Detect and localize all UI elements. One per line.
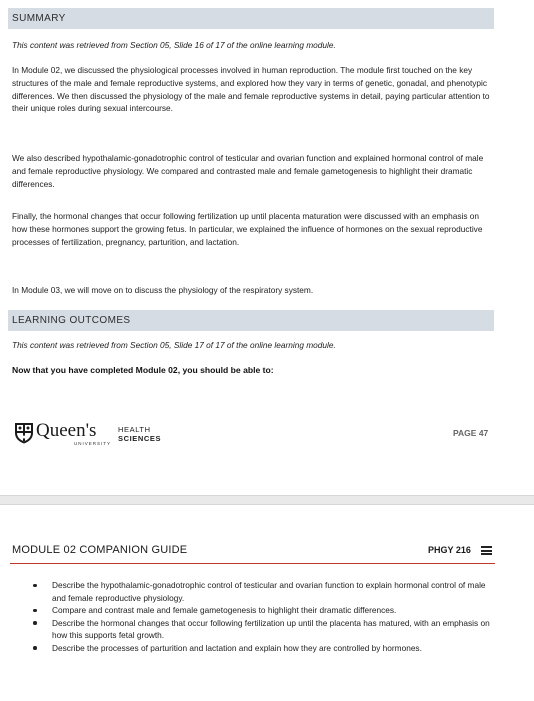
header-rule — [10, 563, 495, 564]
learning-outcomes-list — [28, 579, 490, 655]
logo-university: UNIVERSITY — [74, 441, 112, 446]
course-code: PHGY 216 — [428, 545, 471, 555]
list-item: Describe the hormonal changes that occur following fertilization up until the placenta has matured, with an emphasis on how this supports fetal growth. — [28, 617, 490, 642]
summary-paragraph-1: In Module 02, we discussed the physiological processes involved in human reproduction. The module first touched on the key structures of the male and female reproductive systems, and explored how they vary in terms of genetic, gonadal, and phenotypic differences. We then discussed the physiology of the male and female reproductive systems in detail, paying particular attention to their unique roles during sexual intercourse. — [12, 65, 490, 114]
hamburger-menu-icon[interactable] — [481, 546, 492, 555]
page-number: PAGE 47 — [453, 428, 489, 438]
logo-sciences: SCIENCES — [118, 433, 162, 443]
summary-heading: SUMMARY — [8, 8, 494, 29]
logo-health-sciences — [118, 426, 161, 443]
summary-paragraph-2: We also described hypothalamic-gonadotrophic control of testicular and ovarian function and explained hormonal control of male and female reproductive physiology. We compared and contrasted male and female gametogenesis to highlight their dramatic differences. — [12, 153, 484, 189]
page-48 — [0, 505, 534, 701]
page-separator — [0, 495, 534, 505]
logo-wordmark: Queen's — [36, 420, 97, 441]
learning-outcomes-heading: LEARNING OUTCOMES — [8, 310, 494, 331]
logo-health: HEALTH — [118, 425, 151, 434]
list-item: Describe the hypothalamic-gonadotrophic control of testicular and ovarian function to explain hormonal control of male and female reproductive physiology. — [28, 579, 490, 604]
summary-paragraph-3: Finally, the hormonal changes that occur following fertilization up until placenta maturation were discussed with an emphasis on how these hormones support the growing fetus. In particular, we explained the influence of hormones on the sexual reproductive processes of fertilization, pregnancy, parturition, and lactation. — [12, 211, 483, 247]
outcomes-source-note: This content was retrieved from Section 05, Slide 17 of 17 of the online learning module. — [12, 340, 336, 350]
queens-health-sciences-logo — [14, 420, 184, 446]
guide-title: MODULE 02 COMPANION GUIDE — [12, 544, 188, 556]
summary-source-note: This content was retrieved from Section 05, Slide 16 of 17 of the online learning module. — [12, 40, 336, 50]
summary-paragraph-4: In Module 03, we will move on to discuss the physiology of the respiratory system. — [12, 285, 314, 295]
list-item: Compare and contrast male and female gametogenesis to highlight their dramatic differences. — [28, 604, 490, 617]
list-item: Describe the processes of parturition and lactation and explain how they are controlled by hormones. — [28, 642, 490, 655]
university-crest-icon — [14, 422, 34, 444]
outcomes-lead: Now that you have completed Module 02, you should be able to: — [12, 365, 274, 375]
